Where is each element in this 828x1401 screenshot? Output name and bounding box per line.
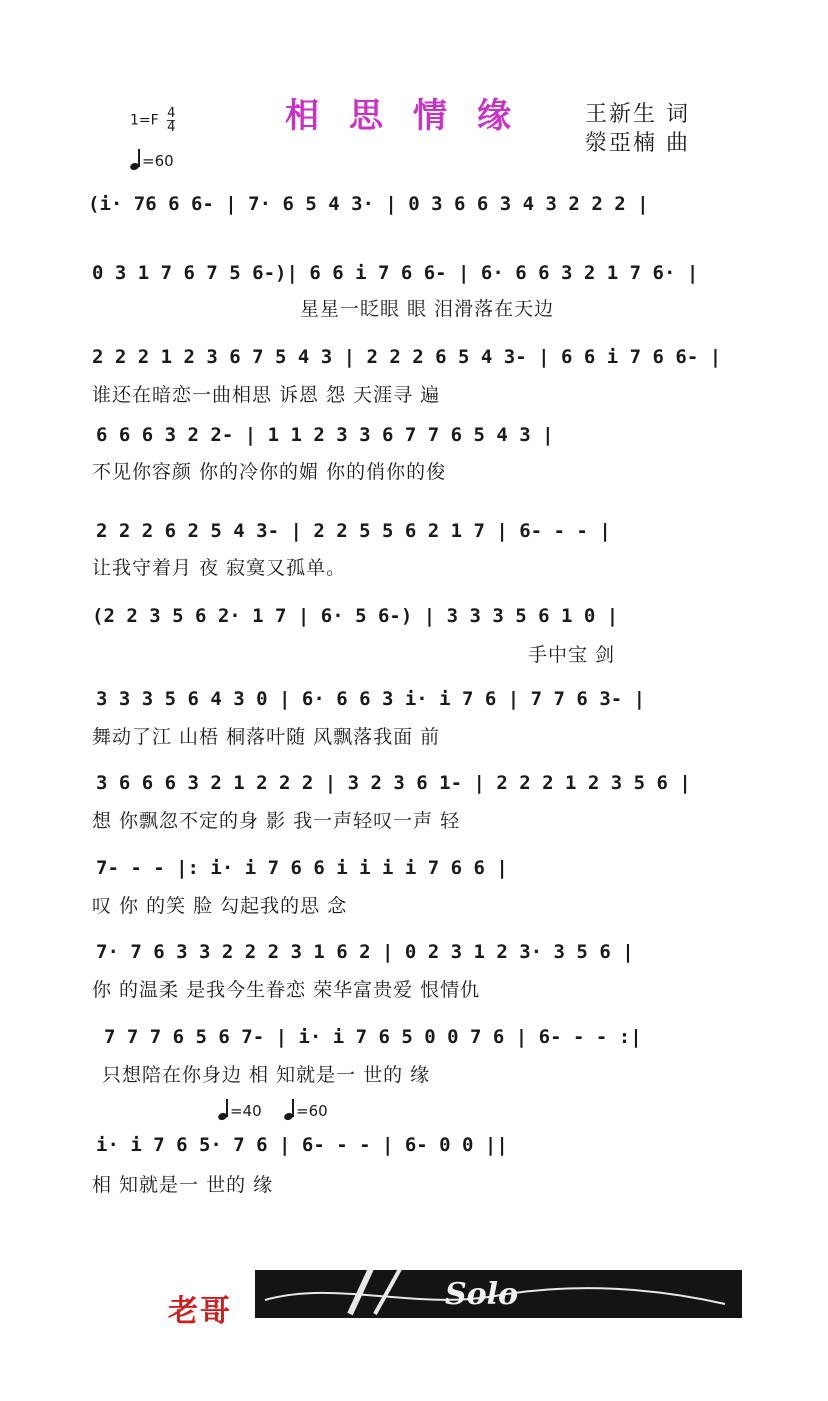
tempo-marking: =60 xyxy=(130,148,174,170)
lyric-line-5: 让我守着月 夜 寂寞又孤单。 xyxy=(92,557,347,579)
tempo-change-slow: =40 xyxy=(218,1098,262,1120)
score-line-6: (2 2 3 5 6 2· 1 7 | 6· 5 6-) | 3 3 3 5 6 1 0 | xyxy=(92,605,619,627)
score-line-9: 7- - - |: i· i 7 6 6 i i i i 7 6 6 | xyxy=(96,857,508,879)
lyric-line-7: 舞动了江 山梧 桐落叶随 风飘落我面 前 xyxy=(92,726,441,748)
lyric-line-4: 不见你容颜 你的冷你的媚 你的俏你的俊 xyxy=(92,461,447,483)
lyricist-credit: 王新生 词 xyxy=(585,102,690,127)
score-line-4: 6 6 6 3 2 2- | 1 1 2 3 3 6 7 7 6 5 4 3 | xyxy=(96,424,554,446)
lyric-line-12: 相 知就是一 世的 缘 xyxy=(92,1174,274,1196)
score-line-11: 7 7 7 6 5 6 7- | i· i 7 6 5 0 0 7 6 | 6- - - :| xyxy=(104,1026,642,1048)
lyric-line-10: 你 的温柔 是我今生眷恋 荣华富贵爱 恨情仇 xyxy=(92,979,481,1001)
score-line-5: 2 2 2 6 2 5 4 3- | 2 2 5 5 6 2 1 7 | 6- - - | xyxy=(96,520,611,542)
lyric-line-3: 谁还在暗恋一曲相思 诉恩 怨 天涯寻 遍 xyxy=(92,384,441,406)
score-line-2: 0 3 1 7 6 7 5 6-)| 6 6 i 7 6 6- | 6· 6 6 3 2 1 7 6· | xyxy=(92,262,699,284)
lyric-line-9: 叹 你 的笑 脸 勾起我的思 念 xyxy=(92,895,348,917)
key-signature xyxy=(130,107,175,134)
score-line-1: (i· 76 6 6- | 7· 6 5 4 3· | 0 3 6 6 3 4 3 2 2 2 | xyxy=(88,193,649,215)
score-line-12: i· i 7 6 5· 7 6 | 6- - - | 6- 0 0 || xyxy=(96,1134,508,1156)
score-line-3: 2 2 2 1 2 3 6 7 5 4 3 | 2 2 2 6 5 4 3- | 6 6 i 7 6 6- | xyxy=(92,346,722,368)
score-line-7: 3 3 3 5 6 4 3 0 | 6· 6 6 3 i· i 7 6 | 7 7 6 3- | xyxy=(96,688,646,710)
lyric-line-6: 手中宝 剑 xyxy=(528,644,616,666)
solo-logo-art xyxy=(255,1270,742,1318)
time-signature: $\frac{4}{4}$ xyxy=(167,106,176,135)
quarter-note-icon xyxy=(130,148,140,170)
lyric-line-2: 星星一眨眼 眼 泪滑落在天边 xyxy=(300,298,555,320)
solo-logo xyxy=(255,1270,742,1318)
key-label: 1=F xyxy=(130,112,159,129)
composer-credit: 滎亞楠 曲 xyxy=(585,131,690,156)
tempo-change-return: =60 xyxy=(284,1098,328,1120)
quarter-note-icon xyxy=(284,1098,294,1120)
song-title: 相思情缘 xyxy=(285,96,541,136)
quarter-note-icon xyxy=(218,1098,228,1120)
signature-text: 老哥 xyxy=(168,1294,232,1329)
score-line-10: 7· 7 6 3 3 2 2 2 3 1 6 2 | 0 2 3 1 2 3· 3 5 6 | xyxy=(96,941,634,963)
logo-text: Solo xyxy=(445,1277,519,1312)
lyric-line-11: 只想陪在你身边 相 知就是一 世的 缘 xyxy=(102,1064,431,1086)
lyric-line-8: 想 你飘忽不定的身 影 我一声轻叹一声 轻 xyxy=(92,810,461,832)
score-line-8: 3 6 6 6 3 2 1 2 2 2 | 3 2 3 6 1- | 2 2 2 1 2 3 5 6 | xyxy=(96,772,691,794)
